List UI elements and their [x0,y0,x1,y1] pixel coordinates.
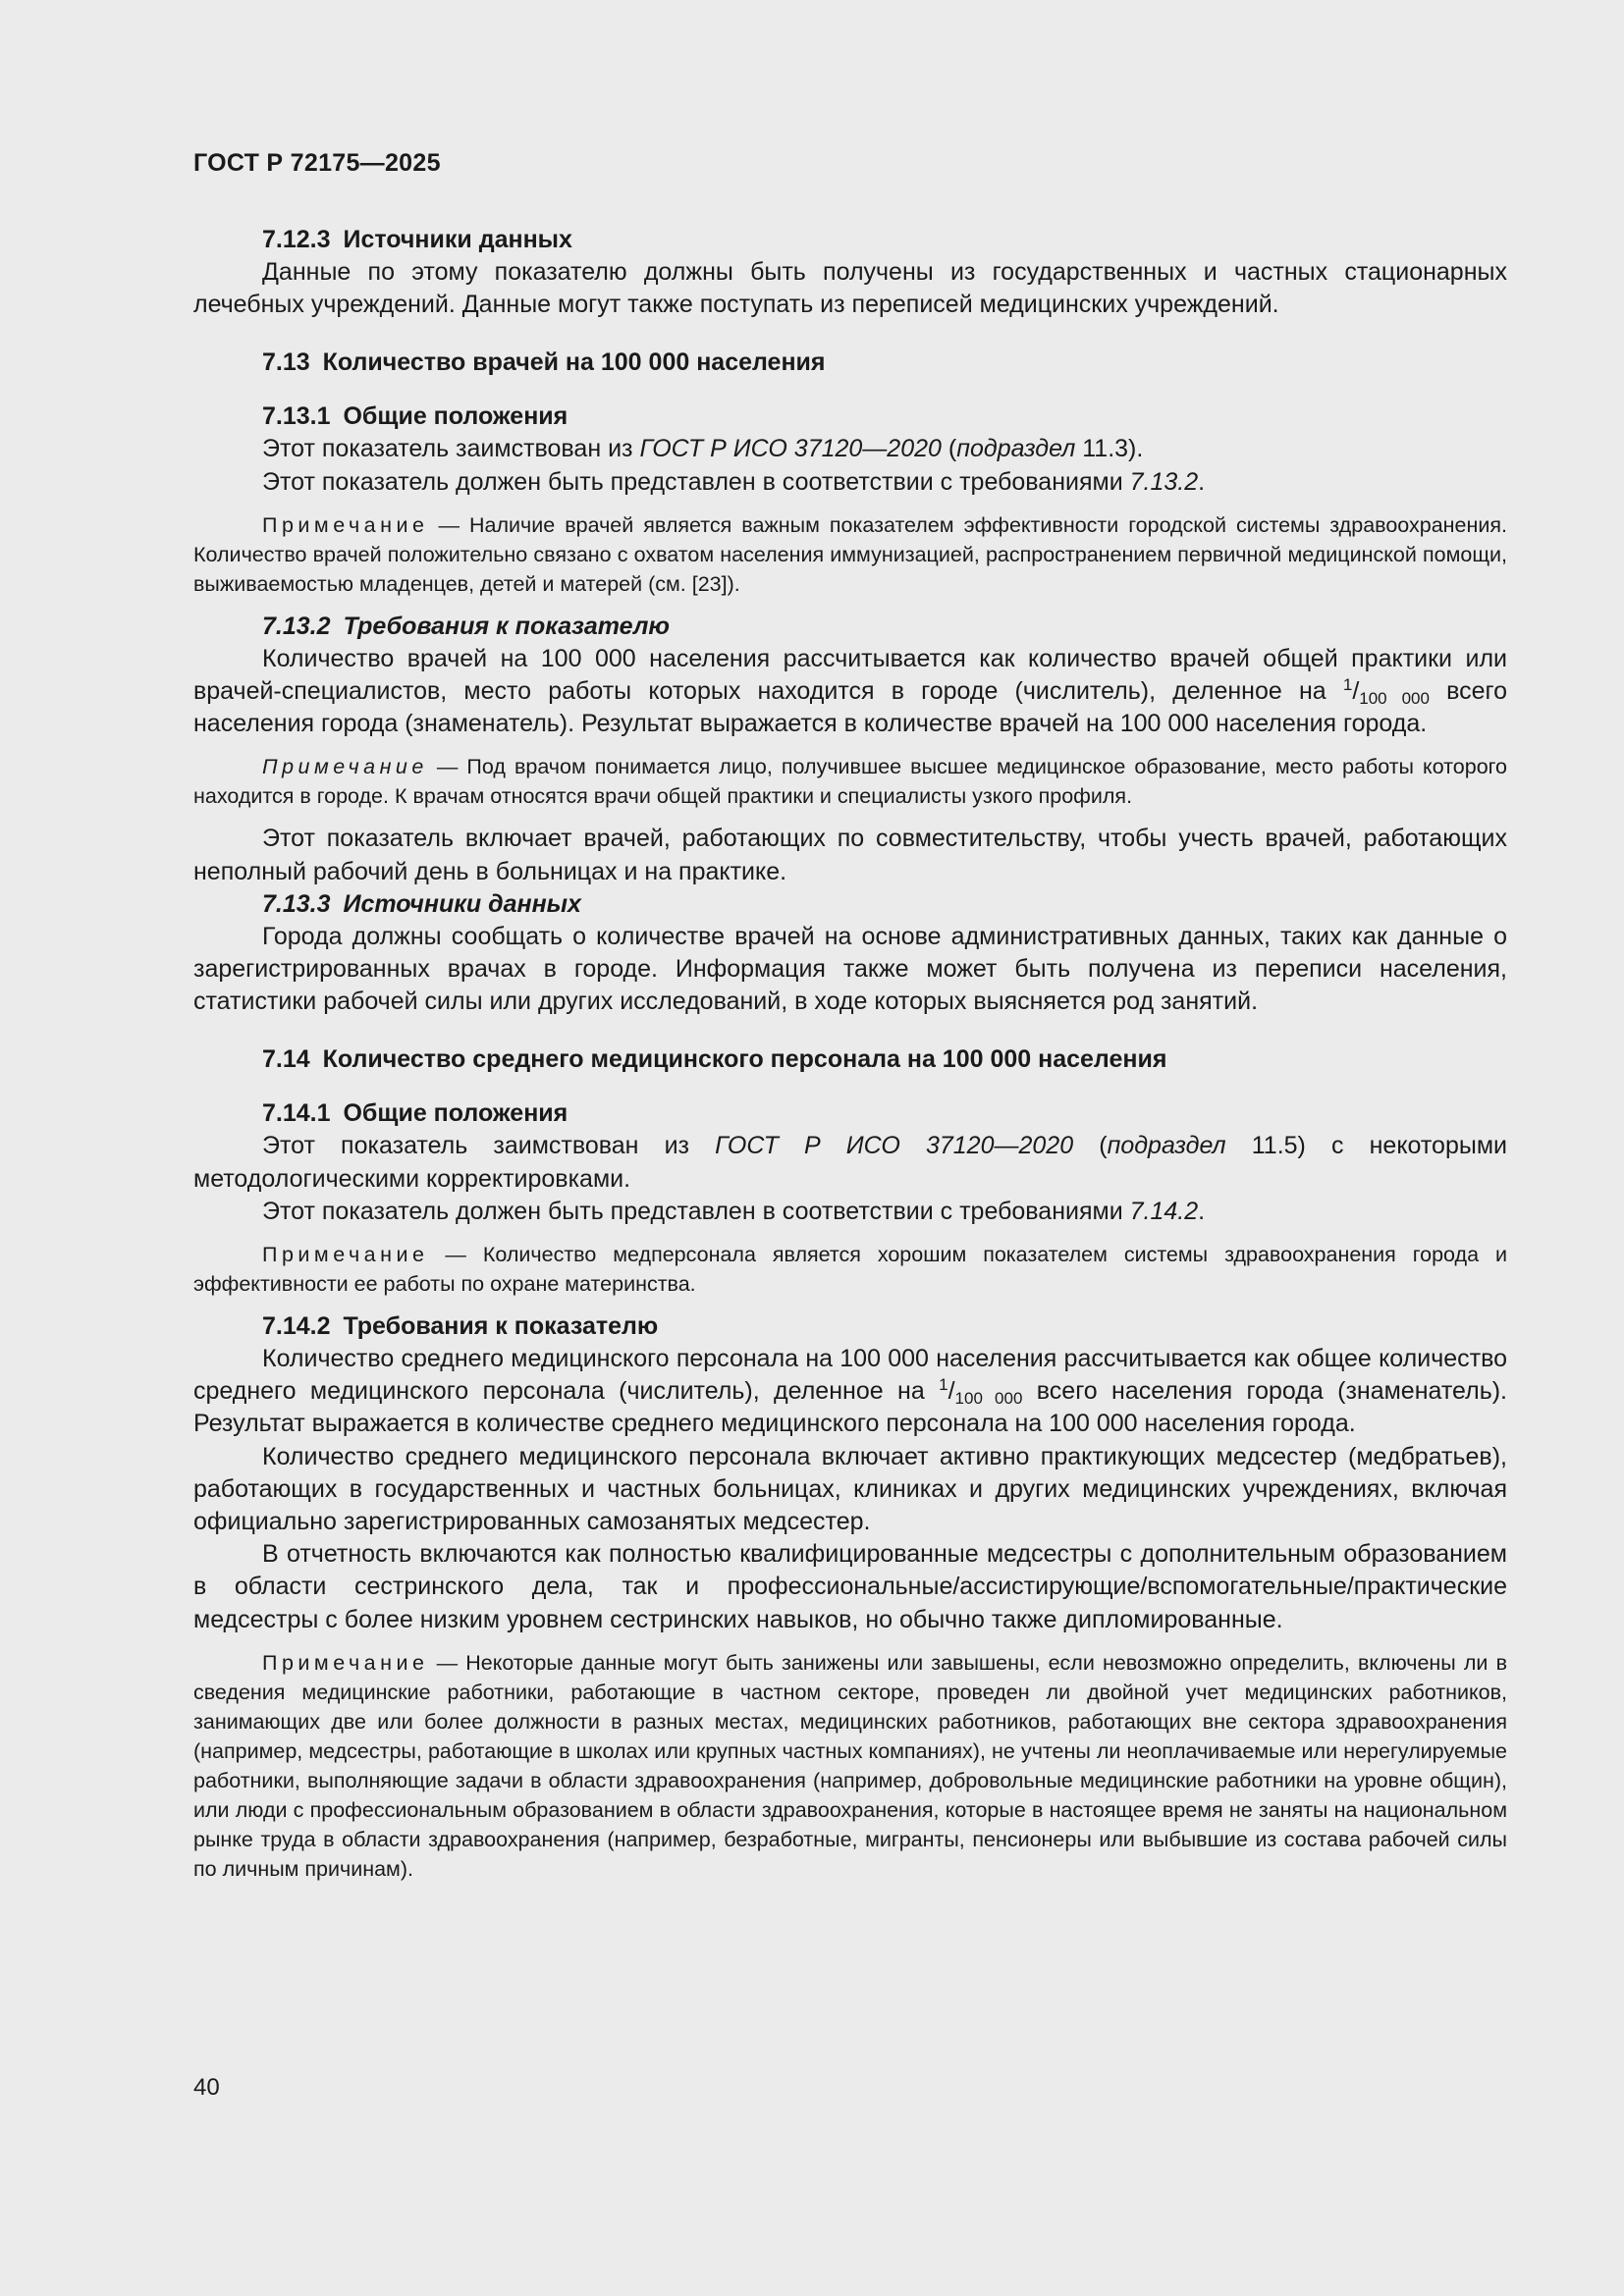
subsection-word: подраздел [956,435,1076,463]
heading-title: Требования к показателю [343,1312,659,1341]
heading-7-13-1 [193,400,1507,433]
heading-7-12-3 [193,224,1507,256]
note [193,1648,1507,1884]
text: . [1198,467,1206,496]
text: Количество врачей на 100 000 населения рассчитывается как количество врачей общей практики или врачей-специалистов, место работы которых находится в городе (числитель), деленное на [193,644,1507,706]
text: всего населения города (знаменатель). Результат выражается в количестве врачей на 100 000 населения города. [193,677,1508,738]
fraction-denominator: 100 000 [954,1389,1023,1409]
standard-reference: ГОСТ Р ИСО 37120—2020 [715,1132,1074,1160]
text: ( [1073,1132,1108,1160]
heading-number: 7.13.2 [262,612,331,640]
paragraph: Этот показатель включает врачей, работающих по совместительству, чтобы учесть врачей, работающих неполный рабочий день в больницах и на практике. [193,825,1507,885]
heading-title: Источники данных [343,226,572,253]
note [193,1240,1507,1299]
fraction: $^1/_{100 000}$ [1342,675,1430,709]
note-text: — Наличие врачей является важным показателем эффективности городской системы здравоохранения. Количество врачей положительно связано с охватом населения иммунизацией, распространением первичной медицинской помощи, выживаемостью младенцев, детей и матерей (см. [23]). [193,512,1507,596]
text: Этот показатель заимствован из [262,1132,716,1160]
note [193,752,1507,811]
heading-title: Общие положения [343,1099,568,1128]
text: 11.5) с некоторыми методологическими корректировками. [193,1132,1507,1193]
text: Этот показатель заимствован из [262,435,640,463]
clause-reference: 7.14.2 [1129,1197,1199,1225]
paragraph [193,1130,1507,1195]
fraction-numerator: 1 [939,1375,948,1395]
fraction-denominator: 100 000 [1359,689,1430,709]
clause-reference: 7.13.2 [1129,467,1199,496]
paragraph: Количество среднего медицинского персонала включает активно практикующих медсестер (медбратьев), работающих в государственных и частных больницах, клиниках и других медицинских учреждениях, включая официально зарегистрированных самозанятых медсестер. [193,1442,1507,1536]
paragraph: Города должны сообщать о количестве врачей на основе административных данных, таких как данные о зарегистрированных врачах в городе. Информация также может быть получена из переписи населения, статистики рабочей силы или других исследований, в ходе которых выясняется род занятий. [193,922,1507,1016]
heading-7-14-1 [193,1097,1507,1130]
heading-title: Общие положения [343,402,568,431]
note-text: — Количество медперсонала является хорошим показателем системы здравоохранения города и эффективности ее работы по охране материнства. [193,1243,1507,1297]
text: Этот показатель должен быть представлен в соответствии с требованиями [262,467,1130,496]
heading-7-14-2 [193,1310,1507,1343]
heading-number: 7.13.3 [262,889,331,918]
note-label: Примечание [262,755,428,779]
note [193,510,1507,599]
paragraph [193,433,1507,465]
paragraph [193,643,1507,741]
note-label: Примечание [262,1650,429,1675]
heading-title: Количество среднего медицинского персонала на 100 000 населения [322,1045,1167,1074]
heading-number: 7.12.3 [262,226,331,253]
paragraph: В отчетность включаются как полностью квалифицированные медсестры с дополнительным образованием в области сестринского дела, так и профессиональные/ассистирующие/вспомогательные/практические медсестры с более низким уровнем сестринских навыков, но обычно также дипломированные. [193,1540,1507,1633]
fraction: $^1/_{100 000}$ [939,1375,1023,1409]
heading-number: 7.14.2 [262,1312,331,1341]
page-number: 40 [193,2074,220,2101]
text: ( [941,435,957,463]
paragraph [193,466,1507,499]
heading-7-13 [193,347,1507,379]
note-label: Примечание [262,512,429,537]
text: Количество среднего медицинского персонала на 100 000 населения рассчитывается как общее количество среднего медицинского персонала (числитель), деленное на [193,1345,1507,1406]
subsection-word: подраздел [1107,1132,1226,1160]
text: 11.3). [1075,435,1144,463]
page-content [193,224,1507,1884]
fraction-numerator: 1 [1342,675,1353,695]
paragraph [193,1343,1507,1441]
heading-7-13-2 [193,611,1507,643]
note-text: — Некоторые данные могут быть занижены или завышены, если невозможно определить, включены ли в сведения медицинские работники, работающие в частном секторе, проведен ли двойной учет медицинских работников, занимающих две или более должности в разных местах, медицинских работников, работающих вне сектора здравоохранения (например, медсестры, работающие в школах или крупных частных компаниях), не учтены ли неоплачиваемые или нерегулируемые работники, выполняющие задачи в области здравоохранения (например, добровольные медицинские работники на уровне общин), или люди с профессиональным образованием в области здравоохранения, которые в настоящее время не заняты на национальном рынке труда в области здравоохранения (например, безработные, мигранты, пенсионеры или выбывшие из состава рабочей силы по личным причинам). [193,1650,1507,1881]
paragraph: Данные по этому показателю должны быть получены из государственных и частных стационарных лечебных учреждений. Данные могут также поступать из переписей медицинских учреждений. [193,258,1507,319]
heading-7-13-3 [193,888,1507,921]
heading-number: 7.13 [262,348,310,377]
heading-title: Требования к показателю [343,612,671,640]
document-code-header: ГОСТ Р 72175—2025 [193,149,441,177]
heading-number: 7.13.1 [262,402,331,431]
heading-number: 7.14 [262,1045,310,1074]
heading-title: Источники данных [343,889,581,918]
heading-title: Количество врачей на 100 000 населения [322,348,826,377]
paragraph [193,1196,1507,1228]
standard-reference: ГОСТ Р ИСО 37120—2020 [639,435,942,463]
text: Этот показатель должен быть представлен в соответствии с требованиями [262,1197,1130,1225]
text: всего населения города (знаменатель). Результат выражается в количестве среднего медицинского персонала на 100 000 населения города. [193,1377,1508,1438]
heading-7-14 [193,1043,1507,1076]
note-label: Примечание [262,1243,429,1267]
heading-number: 7.14.1 [262,1099,331,1128]
note-text: — Под врачом понимается лицо, получившее высшее медицинское образование, место работы которого находится в городе. К врачам относятся врачи общей практики и специалисты узкого профиля. [193,755,1507,809]
text: . [1198,1197,1206,1225]
